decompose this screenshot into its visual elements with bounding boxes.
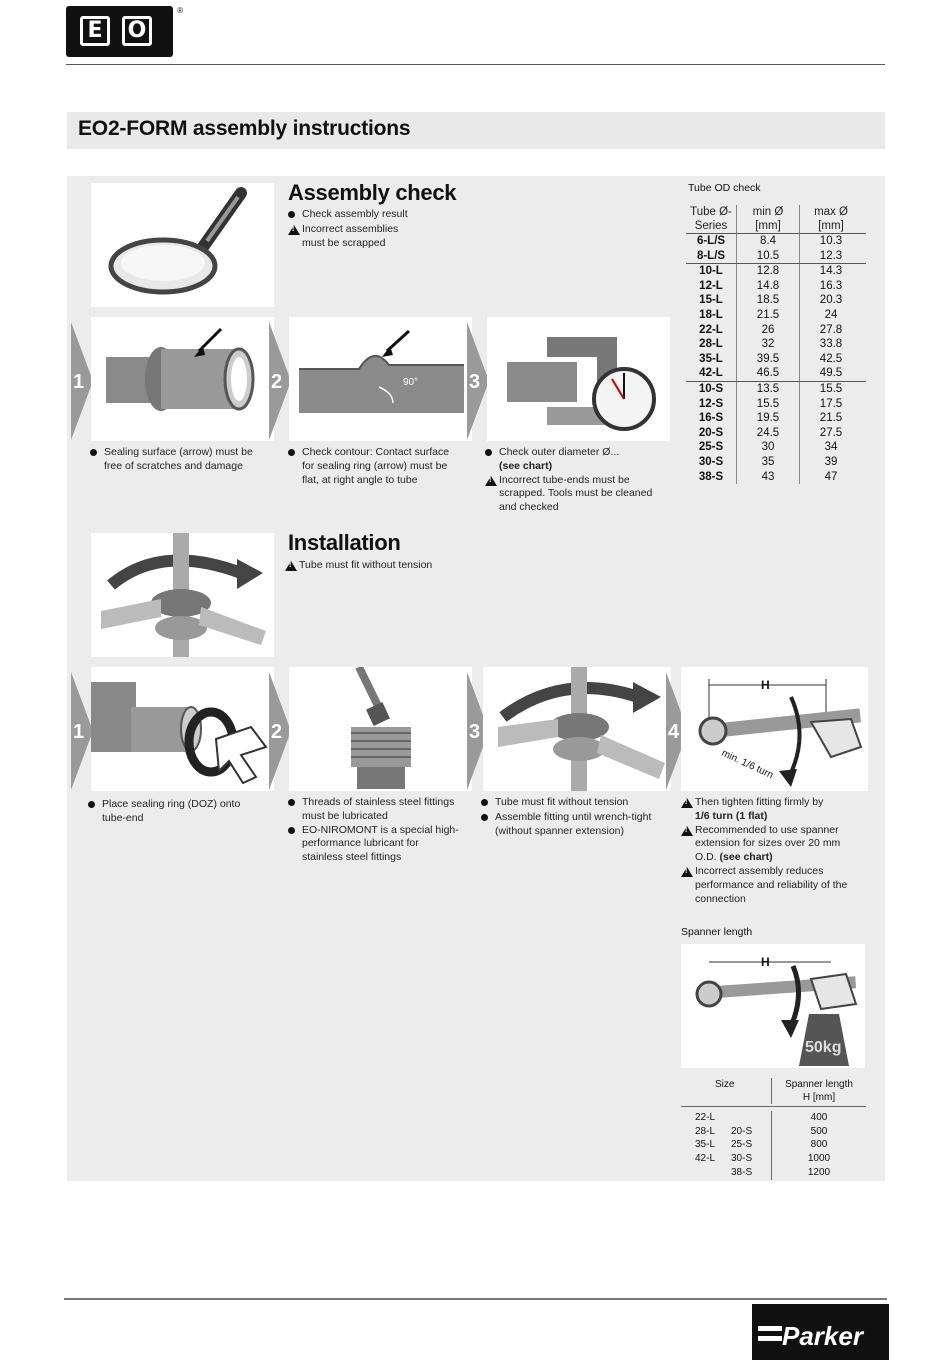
note-line: must be lubricated: [302, 809, 388, 822]
warning-icon: [681, 826, 693, 836]
table-cell: 20-S: [731, 1125, 753, 1137]
note-line: Then tighten fitting firmly by: [695, 796, 824, 808]
table-cell: 26: [736, 323, 800, 338]
magnifier-icon: [91, 183, 274, 307]
note-line: Recommended to use spanner: [695, 823, 839, 836]
eo-logo: [66, 6, 183, 57]
bullet-icon: [90, 449, 97, 456]
table-cell: 17.5: [819, 397, 843, 410]
table-cell: 47: [824, 470, 838, 483]
note-line: Threads of stainless steel fittings: [302, 796, 455, 808]
step-number: 1: [73, 371, 85, 393]
note-line: Incorrect assembly reduces: [695, 864, 824, 877]
table-row: [681, 1152, 866, 1166]
table-row: [686, 470, 866, 485]
table-cell: 32: [736, 337, 800, 352]
note-line-bold: (see chart): [499, 459, 553, 472]
warning-icon: [288, 225, 300, 235]
table-cell: 43: [736, 470, 800, 485]
table-cell: 18-L: [699, 308, 723, 321]
check-step-2-note: [288, 446, 473, 487]
sealing-ring-photo: [91, 667, 274, 791]
table-cell: 14.3: [819, 265, 843, 278]
table-cell: 15.5: [736, 397, 800, 412]
wrench-photo: [91, 533, 274, 657]
table-cell: 20.3: [819, 294, 843, 307]
bullet-icon: [288, 799, 295, 806]
tube-table-header: [686, 205, 866, 234]
table-cell: 28-L: [699, 338, 723, 351]
table-cell: 800: [771, 1138, 866, 1152]
note-line: performance lubricant for: [302, 837, 419, 850]
wrench-tight-photo: [483, 667, 671, 791]
table-row: [686, 337, 866, 352]
col-header: Size: [715, 1079, 735, 1090]
step-number: 2: [271, 371, 283, 393]
table-cell: 12-L: [699, 279, 723, 292]
installation-title: Installation: [288, 530, 401, 555]
table-cell: 22-L: [695, 1112, 716, 1123]
note-line-bold: 1/6 turn (1 flat): [695, 809, 768, 822]
warning-icon: [681, 867, 693, 877]
table-cell: 22-L: [699, 323, 723, 336]
col-header: [mm]: [818, 220, 844, 232]
step-2-arrow: [269, 322, 291, 440]
table-cell: 1200: [771, 1166, 866, 1180]
table-cell: 42-L: [699, 367, 723, 380]
bullet-icon: [481, 814, 488, 821]
table-row: [686, 411, 866, 426]
bullet-icon: [288, 449, 295, 456]
table-cell: 18.5: [736, 293, 800, 308]
note-line: O.D.: [695, 851, 717, 864]
note-line: extension for sizes over 20 mm: [695, 837, 841, 850]
angle-label: 90°: [403, 377, 419, 388]
table-cell: 12-S: [698, 397, 724, 410]
table-cell: 19.5: [736, 411, 800, 426]
note-line: (without spanner extension): [495, 824, 624, 837]
table-row: [686, 279, 866, 294]
spanner-length-table: [681, 1078, 866, 1180]
table-cell: 20-S: [698, 426, 724, 439]
note-line: tube-end: [102, 811, 144, 824]
note-line: for sealing ring (arrow) must be: [302, 459, 448, 472]
registered-mark: ®: [177, 6, 183, 15]
spanner-table-body: [681, 1107, 866, 1180]
table-cell: 12.3: [819, 249, 843, 262]
note-line: Incorrect tube-ends must be: [499, 473, 630, 486]
table-row: [681, 1125, 866, 1139]
table-row: [686, 426, 866, 441]
table-cell: 21.5: [819, 412, 843, 425]
note-text: must be scrapped: [302, 236, 386, 249]
page-title: EO2-FORM assembly instructions: [78, 117, 411, 140]
tube-od-table: [686, 205, 866, 484]
h-label: H: [761, 955, 770, 969]
table-cell: 13.5: [736, 382, 800, 397]
note-text: Tube must fit without tension: [299, 559, 433, 571]
table-cell: 46.5: [736, 366, 800, 381]
table-cell: 8-L/S: [696, 249, 726, 262]
bullet-icon: [288, 211, 295, 218]
contour-photo: [289, 317, 472, 441]
table-row: [686, 293, 866, 308]
lubricant-photo: [289, 667, 472, 791]
install-step-2-arrow: [269, 672, 291, 790]
note-line: EO-NIROMONT is a special high-: [302, 823, 459, 836]
assembly-check-title: Assembly check: [288, 180, 457, 205]
step-number: 3: [469, 371, 481, 393]
check-step-3-note: [485, 446, 675, 515]
note-line: Check contour: Contact surface: [302, 446, 450, 458]
bullet-icon: [481, 799, 488, 806]
table-cell: 21.5: [736, 308, 800, 323]
table-row: [686, 308, 866, 323]
table-cell: 14.8: [736, 279, 800, 294]
bullet-icon: [485, 449, 492, 456]
table-cell: 8.4: [736, 234, 800, 249]
note-text: Check assembly result: [302, 208, 408, 220]
step-3-arrow: [467, 322, 489, 440]
install-step-3-note: [481, 796, 676, 838]
table-cell: 500: [771, 1125, 866, 1139]
table-cell: 35-L: [699, 352, 723, 365]
note-line: Tube must fit without tension: [495, 796, 629, 808]
table-row: [681, 1138, 866, 1152]
table-cell: 38-S: [698, 470, 724, 483]
assembly-check-notes: [288, 208, 508, 250]
sealing-surface-photo: [91, 317, 274, 441]
table-row: [686, 366, 866, 381]
table-row: [681, 1111, 866, 1125]
note-line: Place sealing ring (DOZ) onto: [102, 798, 241, 810]
install-step-1-arrow: [71, 672, 93, 790]
col-header: min Ø: [752, 206, 784, 218]
table-cell: 30: [736, 440, 800, 455]
parker-logo-text: Parker: [782, 1321, 863, 1351]
table-row: [686, 397, 866, 412]
col-header: Series: [694, 220, 728, 232]
step-number: 1: [73, 721, 85, 743]
table-cell: 25-S: [698, 441, 724, 454]
eo-logo-letter-e: E: [80, 16, 110, 46]
table-cell: 24.5: [736, 426, 800, 441]
table-cell: 16-S: [698, 412, 724, 425]
magnifier-photo: [91, 183, 274, 307]
spanner-length-title: Spanner length: [681, 926, 753, 938]
eo-logo-letter-o: O: [122, 16, 152, 46]
weight-label: 50kg: [805, 1039, 842, 1056]
note-line: flat, at right angle to tube: [302, 473, 418, 486]
warning-icon: [285, 561, 297, 571]
table-cell: 28-L: [695, 1125, 716, 1137]
table-row: [686, 440, 866, 455]
table-cell: 39.5: [736, 352, 800, 367]
spanner-table-header: [681, 1078, 866, 1107]
table-cell: 30-S: [731, 1153, 753, 1165]
bullet-icon: [88, 801, 95, 808]
table-cell: 1000: [771, 1152, 866, 1166]
installation-warning: [285, 559, 505, 576]
table-cell: 10.5: [736, 249, 800, 264]
table-cell: 49.5: [819, 367, 843, 380]
step-number: 2: [271, 721, 283, 743]
table-cell: 12.8: [736, 264, 800, 279]
install-step-4-note: [681, 796, 871, 906]
bullet-icon: [288, 827, 295, 834]
table-row: [686, 323, 866, 338]
note-line: performance and reliability of the: [695, 878, 848, 891]
install-step-2-note: [288, 796, 478, 865]
note-line: scrapped. Tools must be cleaned: [499, 487, 653, 500]
step-number: 3: [469, 721, 481, 743]
table-cell: 16.3: [819, 279, 843, 292]
table-cell: 39: [824, 455, 838, 468]
check-step-1-note: [90, 446, 275, 474]
h-label: H: [761, 678, 770, 692]
table-cell: 42-L: [695, 1153, 716, 1165]
table-cell: 33.8: [819, 338, 843, 351]
table-row: [686, 263, 866, 279]
table-cell: 10-L: [699, 265, 723, 278]
tube-table-title: Tube OD check: [688, 182, 761, 194]
step-number: 4: [668, 721, 680, 743]
note-line-bold: (see chart): [719, 851, 773, 864]
note-line: and checked: [499, 501, 559, 514]
col-header: Tube Ø-: [690, 206, 732, 218]
col-header: H [mm]: [802, 1092, 836, 1103]
note-line: stainless steel fittings: [302, 851, 402, 864]
table-cell: 35: [736, 455, 800, 470]
table-cell: 15-L: [699, 294, 723, 307]
step-1-arrow: [71, 322, 93, 440]
col-header: max Ø: [814, 206, 848, 218]
table-row: [686, 352, 866, 367]
table-cell: 35-L: [695, 1139, 716, 1151]
table-cell: 15.5: [819, 382, 843, 395]
table-cell: 10.3: [819, 235, 843, 247]
table-row: [681, 1166, 866, 1180]
warning-icon: [681, 798, 693, 808]
table-cell: 34: [824, 441, 838, 454]
col-header: [mm]: [755, 220, 781, 232]
table-cell: 10-S: [698, 382, 724, 395]
table-row: [686, 249, 866, 264]
table-row: [686, 455, 866, 470]
col-header: Spanner length: [785, 1079, 853, 1090]
warning-icon: [485, 476, 497, 486]
note-line: free of scratches and damage: [104, 459, 243, 472]
table-cell: 27.5: [819, 426, 843, 439]
header-divider: [66, 64, 885, 65]
table-row: [686, 234, 866, 249]
table-cell: 6-L/S: [696, 235, 726, 247]
note-line: Sealing surface (arrow) must be: [104, 446, 253, 458]
note-line: Check outer diameter Ø...: [499, 446, 620, 458]
diameter-gauge-photo: [487, 317, 670, 441]
note-line: connection: [695, 892, 746, 905]
table-cell: 38-S: [731, 1166, 753, 1178]
note-text: Incorrect assemblies: [302, 222, 399, 235]
install-step-1-note: [88, 798, 273, 826]
table-cell: 27.8: [819, 323, 843, 336]
parker-logo: [752, 1304, 889, 1360]
tube-table-body: [686, 234, 866, 484]
turn-label: min. 1/6 turn: [719, 747, 775, 782]
table-cell: 30-S: [698, 455, 724, 468]
tighten-photo: [681, 667, 868, 791]
table-cell: 400: [771, 1111, 866, 1125]
table-cell: 42.5: [819, 352, 843, 365]
footer-divider: [64, 1298, 887, 1300]
table-row: [686, 381, 866, 397]
spanner-weight-photo: [681, 944, 865, 1068]
table-cell: 24: [824, 308, 838, 321]
note-line: Assemble fitting until wrench-tight: [495, 810, 652, 823]
table-cell: 25-S: [731, 1139, 753, 1151]
